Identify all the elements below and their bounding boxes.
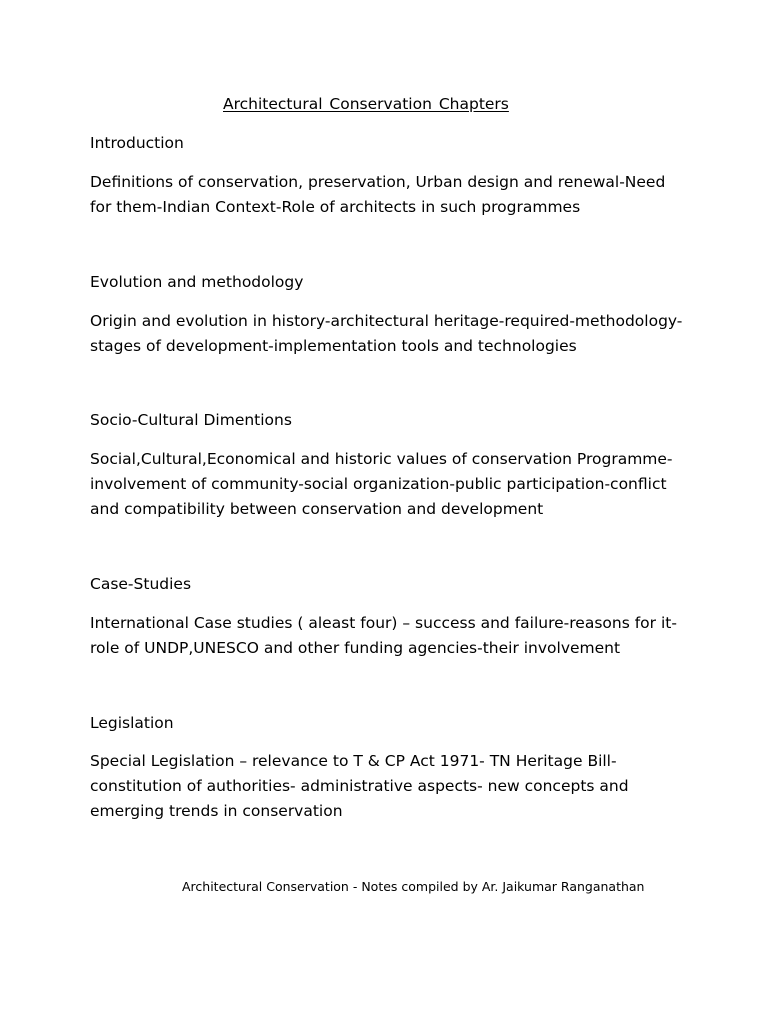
section-heading-legislation: Legislation bbox=[90, 714, 174, 732]
section-body-legislation: Special Legislation – relevance to T & CP Act 1971- TN Heritage Bill-constitution of authorities- administrative aspects- new concepts and emerging trends in conservation bbox=[90, 752, 629, 820]
section-heading-case-studies: Case-Studies bbox=[90, 575, 192, 593]
document-footer: Architectural Conservation - Notes compiled by Ar. Jaikumar Ranganathan bbox=[182, 879, 645, 894]
section-body-socio-cultural: Social,Cultural,Economical and historic values of conservation Programme-involvement of community-social organization-public participation-conflict and compatibility between conservation and development bbox=[90, 450, 673, 518]
section-heading-socio-cultural: Socio-Cultural Dimentions bbox=[90, 411, 292, 429]
document-title: Architectural Conservation Chapters bbox=[223, 95, 509, 113]
section-body-case-studies: International Case studies ( aleast four) – success and failure-reasons for it-role of UNDP,UNESCO and other funding agencies-their involvement bbox=[90, 614, 677, 657]
section-heading-evolution: Evolution and methodology bbox=[90, 273, 304, 291]
section-heading-introduction: Introduction bbox=[90, 134, 184, 152]
section-body-evolution: Origin and evolution in history-architectural heritage-required-methodology-stages of development-implementation tools and technologies bbox=[90, 312, 683, 355]
section-body-introduction: Definitions of conservation, preservation, Urban design and renewal-Need for them-Indian Context-Role of architects in such programmes bbox=[90, 173, 666, 216]
